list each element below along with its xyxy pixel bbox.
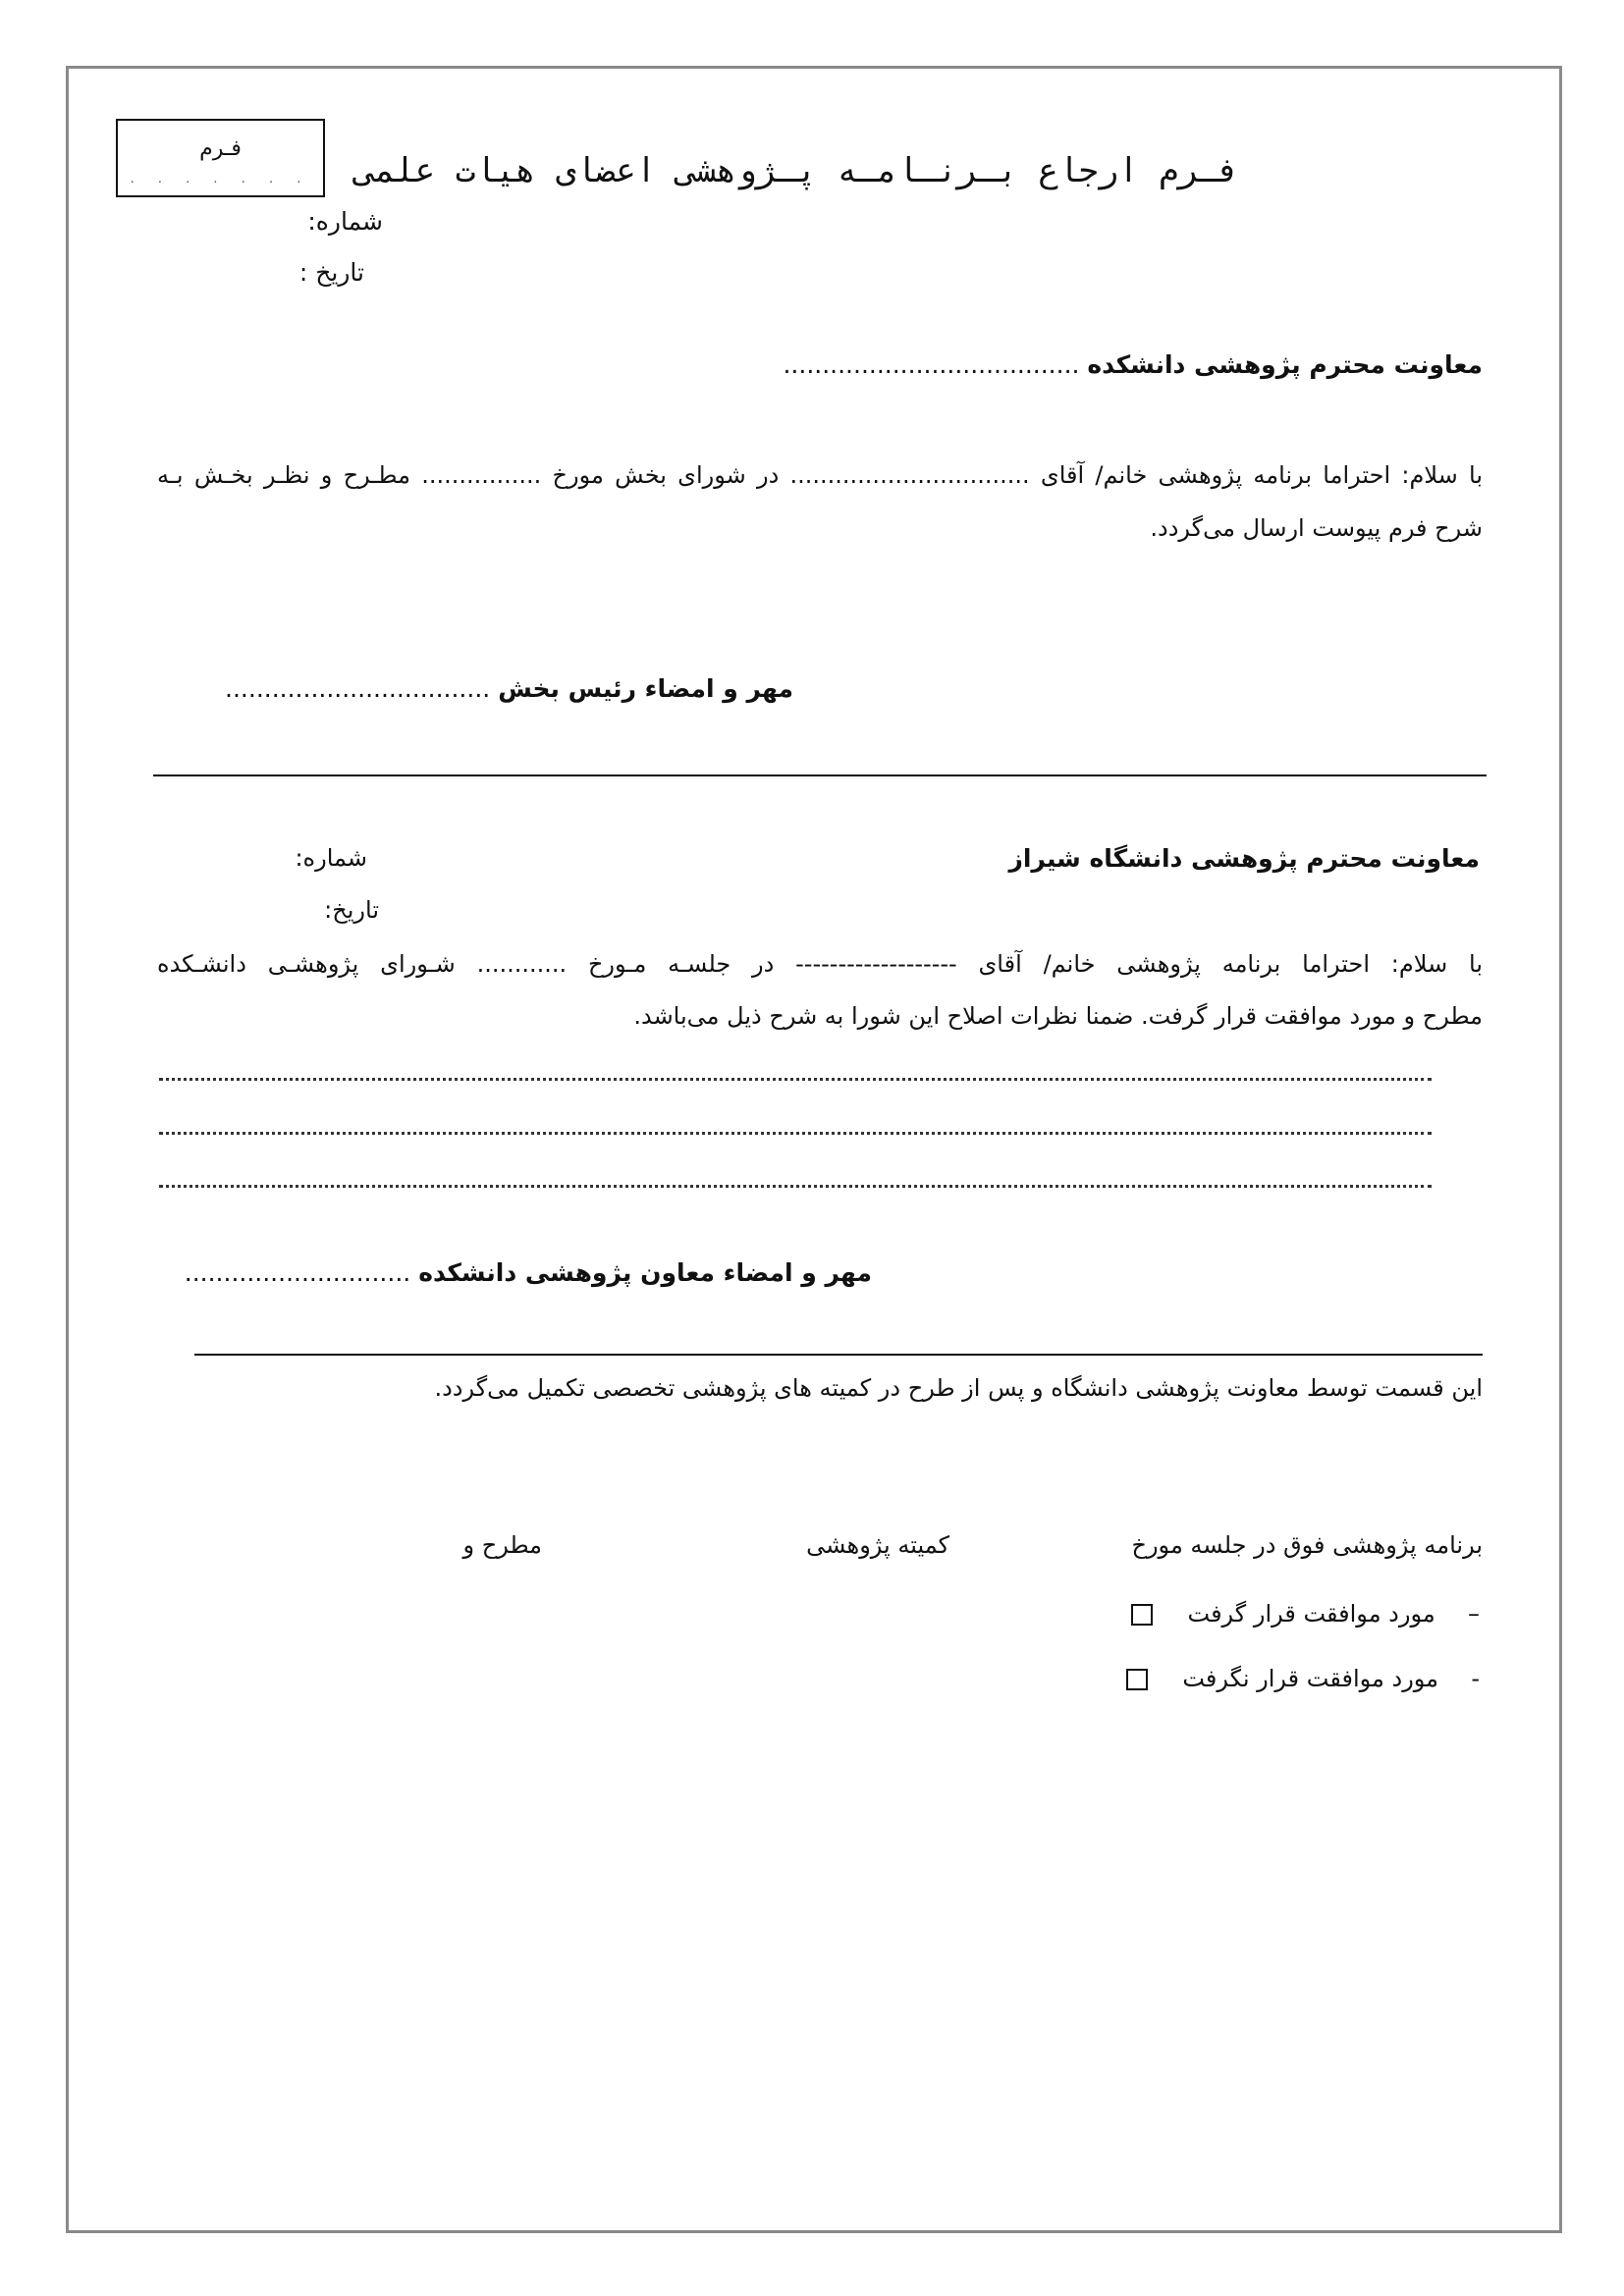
option-approved[interactable] (1131, 1600, 1480, 1628)
section2-signature (185, 1258, 872, 1287)
section1-addressee (783, 350, 1483, 379)
form-box-number: . . . . . . . (130, 172, 311, 187)
section1-addressee-dots: ...................................... (783, 350, 1080, 379)
section1-signature-label: مهر و امضاء رئیس بخش (498, 674, 793, 703)
section2-body-line1: با سلام: احتراما برنامه پژوهشی خانم/ آقای ------------------- در جلسـه مـورخ ............ شـورای پژوهشـی دانشـکده (157, 950, 1483, 978)
option-approved-dash: – (1468, 1600, 1480, 1628)
meeting-text-1: برنامه پژوهشی فوق در جلسه مورخ (1131, 1531, 1483, 1559)
committee-note: این قسمت توسط معاونت پژوهشی دانشگاه و پس از طرح در کمیته های پژوهشی تخصصی تکمیل می‌گردد. (434, 1374, 1483, 1402)
date-label: تاریخ : (298, 258, 364, 287)
meeting-text-3: مطرح و (462, 1531, 542, 1559)
rejected-checkbox[interactable] (1126, 1669, 1148, 1690)
option-rejected-label: مورد موافقت قرار نگرفت (1182, 1665, 1439, 1692)
comment-line-3 (159, 1185, 1432, 1188)
approved-checkbox[interactable] (1131, 1604, 1153, 1626)
comment-line-1 (159, 1078, 1432, 1081)
page-title: فـرم ارجاع بـرنـامـه پـژوهشی اعضای هیات علمی (354, 151, 1239, 190)
option-approved-label: مورد موافقت قرار گرفت (1187, 1600, 1435, 1628)
meeting-text-2: کمیته پژوهشی (806, 1531, 949, 1559)
option-rejected-dash: - (1471, 1665, 1480, 1692)
section1-signature (225, 674, 793, 703)
section-divider-2 (194, 1354, 1483, 1356)
section2-signature-label: مهر و امضاء معاون پژوهشی دانشکده (418, 1258, 872, 1287)
section1-body-line1: با سلام: احتراما برنامه پژوهشی خانم/ آقای ................................ در شورای بخش مورخ ................ مطـرح و نظـر بخـش بـه (157, 461, 1483, 489)
section1-addressee-title: معاونت محترم پژوهشی دانشکده (1087, 350, 1483, 379)
form-box-label: فـرم (199, 136, 242, 161)
comment-line-2 (159, 1132, 1432, 1135)
section2-signature-dots: ............................. (184, 1258, 411, 1287)
form-number-box (116, 119, 325, 197)
section2-date-label: تاریخ: (324, 896, 379, 924)
section1-signature-dots: .................................. (225, 674, 491, 703)
number-label: شماره: (307, 207, 383, 236)
section2-addressee: معاونت محترم پژوهشی دانشگاه شیراز (1008, 844, 1480, 873)
section-divider-1 (153, 774, 1487, 776)
page-border (66, 66, 1562, 2233)
option-rejected[interactable] (1126, 1665, 1480, 1692)
section2-number-label: شماره: (295, 844, 367, 872)
section2-body-line2: مطرح و مورد موافقت قرار گرفت. ضمنا نظرات اصلاح این شورا به شرح ذیل می‌باشد. (633, 1002, 1483, 1030)
section1-body-line2: شرح فرم پیوست ارسال می‌گردد. (1150, 514, 1483, 542)
